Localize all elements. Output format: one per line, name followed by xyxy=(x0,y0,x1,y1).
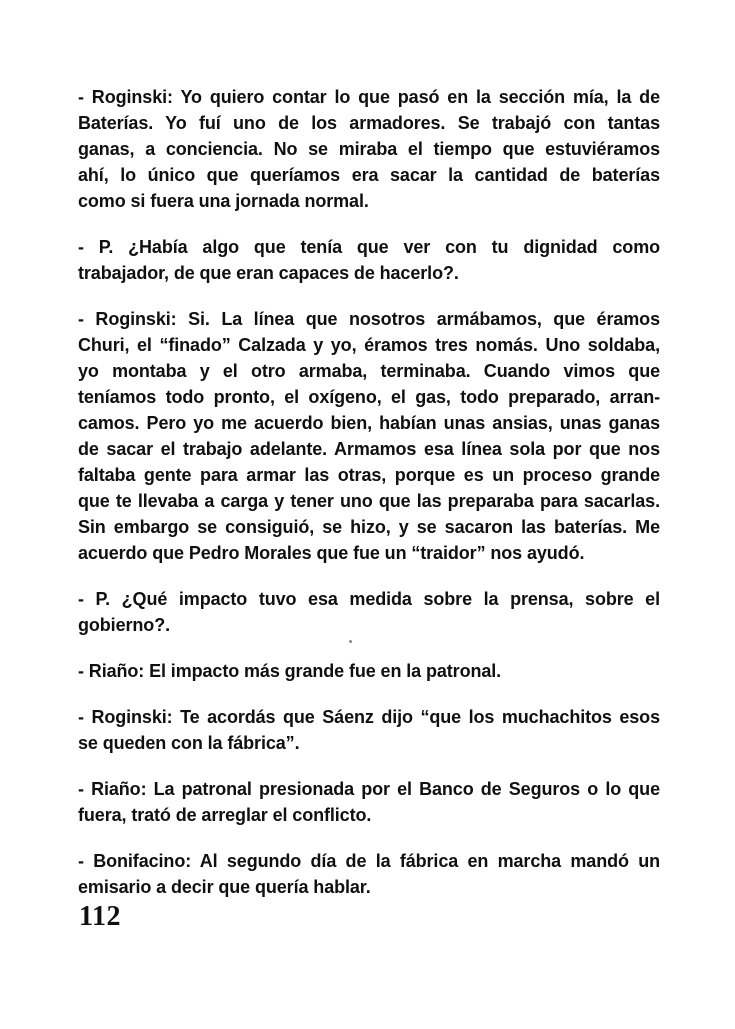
paragraph-roginski xyxy=(78,306,660,566)
text-line: Sin embargo se consiguió, se hizo, y se sacaron las baterías. Me xyxy=(78,517,660,537)
text-line: como si fuera una jornada normal. xyxy=(78,191,369,211)
text-line: - Roginski: Si. La línea que nosotros armábamos, que éramos xyxy=(78,309,660,329)
paragraph-p xyxy=(78,234,660,286)
text-line: ahí, lo único que queríamos era sacar la cantidad de baterías xyxy=(78,165,660,185)
text-line: se queden con la fábrica”. xyxy=(78,733,300,753)
paragraph-p xyxy=(78,586,660,638)
text-line: teníamos todo pronto, el oxígeno, el gas, todo preparado, arran- xyxy=(78,387,660,407)
text-line: que te llevaba a carga y tener uno que las preparaba para sacarlas. xyxy=(78,491,660,511)
text-line: - Riaño: El impacto más grande fue en la patronal. xyxy=(78,661,502,681)
text-line: - Roginski: Yo quiero contar lo que pasó en la sección mía, la de xyxy=(78,87,660,107)
text-line: Churi, el “finado” Calzada y yo, éramos tres nomás. Uno soldaba, xyxy=(78,335,660,355)
paragraph-roginski xyxy=(78,84,660,214)
ink-speck xyxy=(349,640,352,643)
text-line: - P. ¿Había algo que tenía que ver con tu dignidad como xyxy=(78,237,660,257)
paragraph-riano xyxy=(78,776,660,828)
text-line: ganas, a conciencia. No se miraba el tiempo que estuviéramos xyxy=(78,139,660,159)
text-line: faltaba gente para armar las otras, porque es un proceso grande xyxy=(78,465,660,485)
page-number: 112 xyxy=(79,901,121,932)
text-line: - P. ¿Qué impacto tuvo esa medida sobre la prensa, sobre el xyxy=(78,589,660,609)
text-line: gobierno?. xyxy=(78,615,170,635)
paragraph-bonifacino xyxy=(78,848,660,900)
paragraph-roginski xyxy=(78,704,660,756)
text-line: camos. Pero yo me acuerdo bien, habían unas ansias, unas ganas xyxy=(78,413,660,433)
text-line: trabajador, de que eran capaces de hacerlo?. xyxy=(78,263,459,283)
text-line: de sacar el trabajo adelante. Armamos esa línea sola por que nos xyxy=(78,439,660,459)
page-text xyxy=(78,84,660,920)
text-line: acuerdo que Pedro Morales que fue un “traidor” nos ayudó. xyxy=(78,543,585,563)
text-line: Baterías. Yo fuí uno de los armadores. Se trabajó con tantas xyxy=(78,113,660,133)
text-line: fuera, trató de arreglar el conflicto. xyxy=(78,805,372,825)
text-line: yo montaba y el otro armaba, terminaba. Cuando vimos que xyxy=(78,361,660,381)
text-line: - Roginski: Te acordás que Sáenz dijo “que los muchachitos esos xyxy=(78,707,660,727)
text-line: emisario a decir que quería hablar. xyxy=(78,877,371,897)
text-line: - Bonifacino: Al segundo día de la fábrica en marcha mandó un xyxy=(78,851,660,871)
paragraph-riano xyxy=(78,658,660,684)
text-line: - Riaño: La patronal presionada por el Banco de Seguros o lo que xyxy=(78,779,660,799)
